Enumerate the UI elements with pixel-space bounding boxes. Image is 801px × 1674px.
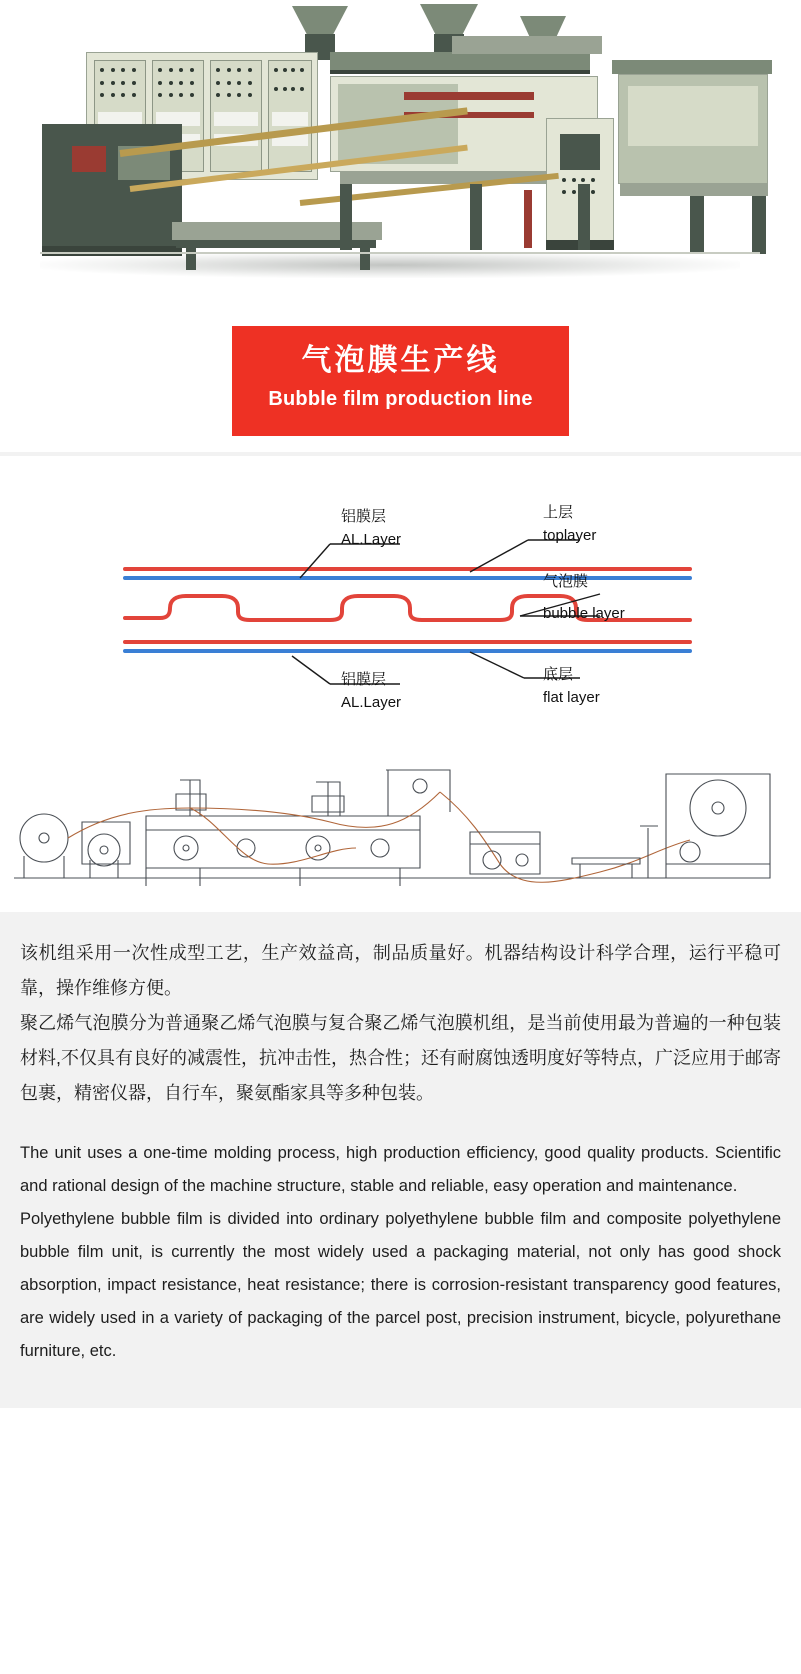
hopper-1 bbox=[292, 6, 348, 36]
frame-leg-2 bbox=[470, 184, 482, 250]
production-line-svg bbox=[0, 752, 801, 912]
product-title-band bbox=[232, 326, 569, 436]
winder-top-beam bbox=[612, 60, 772, 74]
label-al-layer-bottom-en: AL.Layer bbox=[341, 694, 402, 711]
product-title-cn: 气泡膜生产线 bbox=[301, 344, 500, 377]
machine-photo bbox=[0, 0, 801, 300]
frame-leg-3 bbox=[578, 184, 590, 250]
embossing-roller bbox=[404, 92, 534, 100]
control-knobs-4 bbox=[272, 66, 308, 106]
product-title-en: Bubble film production line bbox=[268, 388, 533, 410]
winder-roll bbox=[628, 86, 758, 146]
label-flat-layer-en: flat layer bbox=[543, 689, 600, 706]
description-cn-1: 该机组采用一次性成型工艺，生产效益高，制品质量好。机器结构设计科学合理，运行平稳可靠，操作维修方便。 bbox=[20, 943, 781, 998]
description-spacer bbox=[20, 1111, 781, 1137]
label-toplayer-en: toplayer bbox=[543, 527, 597, 544]
meter-4 bbox=[272, 112, 308, 126]
label-al-layer-bottom-cn: 铝膜层 bbox=[341, 671, 387, 688]
control-knobs-1 bbox=[98, 66, 142, 106]
film-layer-diagram bbox=[0, 466, 801, 746]
extruder-barrel-2 bbox=[452, 36, 602, 54]
description-en-2: Polyethylene bubble film is divided into ordinary polyethylene bubble film and composite polyethylene bubble film unit, is currently the most widely used a packaging material, not only has good shock absorption, impact resistance, heat resistance; there is corrosion-resistant transparency good features, are widely used in a variety of packaging of the parcel post, precision instrument, bicycle, polyurethane furniture, etc. bbox=[20, 1210, 781, 1360]
label-al-layer-top-cn: 铝膜层 bbox=[341, 508, 387, 525]
winder-leg-1 bbox=[690, 196, 704, 254]
label-bubble-layer-en: bubble layer bbox=[543, 605, 625, 622]
hopper-2 bbox=[420, 4, 478, 36]
frame-leg-1 bbox=[340, 184, 352, 250]
control-knobs-2 bbox=[156, 66, 200, 106]
description-cn-2: 聚乙烯气泡膜分为普通聚乙烯气泡膜与复合聚乙烯气泡膜机组，是当前使用最为普遍的一种包装材料,不仅具有良好的减震性，抗冲击性，热合性；还有耐腐蚀透明度好等特点，广泛应用于邮寄包裹，精密仪器，自行车，聚氨酯家具等多种包装。 bbox=[20, 1013, 781, 1103]
production-line-schematic bbox=[0, 752, 801, 912]
label-flat-layer-cn: 底层 bbox=[543, 666, 574, 683]
description-en-1: The unit uses a one-time molding process, high production efficiency, good quality products. Scientific and rational design of the machine structure, stable and reliable, easy operation and maintenance. bbox=[20, 1144, 781, 1195]
winder-leg-2 bbox=[752, 196, 766, 254]
label-toplayer-cn: 上层 bbox=[543, 504, 574, 521]
right-control-display bbox=[560, 134, 600, 170]
frame-red-pipe bbox=[524, 190, 532, 248]
left-unit-red-panel bbox=[72, 146, 106, 172]
label-bubble-layer-cn: 气泡膜 bbox=[543, 573, 589, 590]
winder-base bbox=[620, 184, 768, 196]
description-section bbox=[0, 912, 801, 1408]
ground-line bbox=[40, 252, 760, 254]
label-al-layer-top-en: AL.Layer bbox=[341, 531, 402, 548]
meter-3 bbox=[214, 112, 258, 126]
control-knobs-3 bbox=[214, 66, 258, 106]
diagram-section bbox=[0, 452, 801, 912]
extruder-barrel-1 bbox=[330, 52, 590, 72]
extruder-barrel-1-shadow bbox=[330, 70, 590, 74]
hero-section bbox=[0, 0, 801, 452]
left-unit-base bbox=[42, 246, 182, 256]
